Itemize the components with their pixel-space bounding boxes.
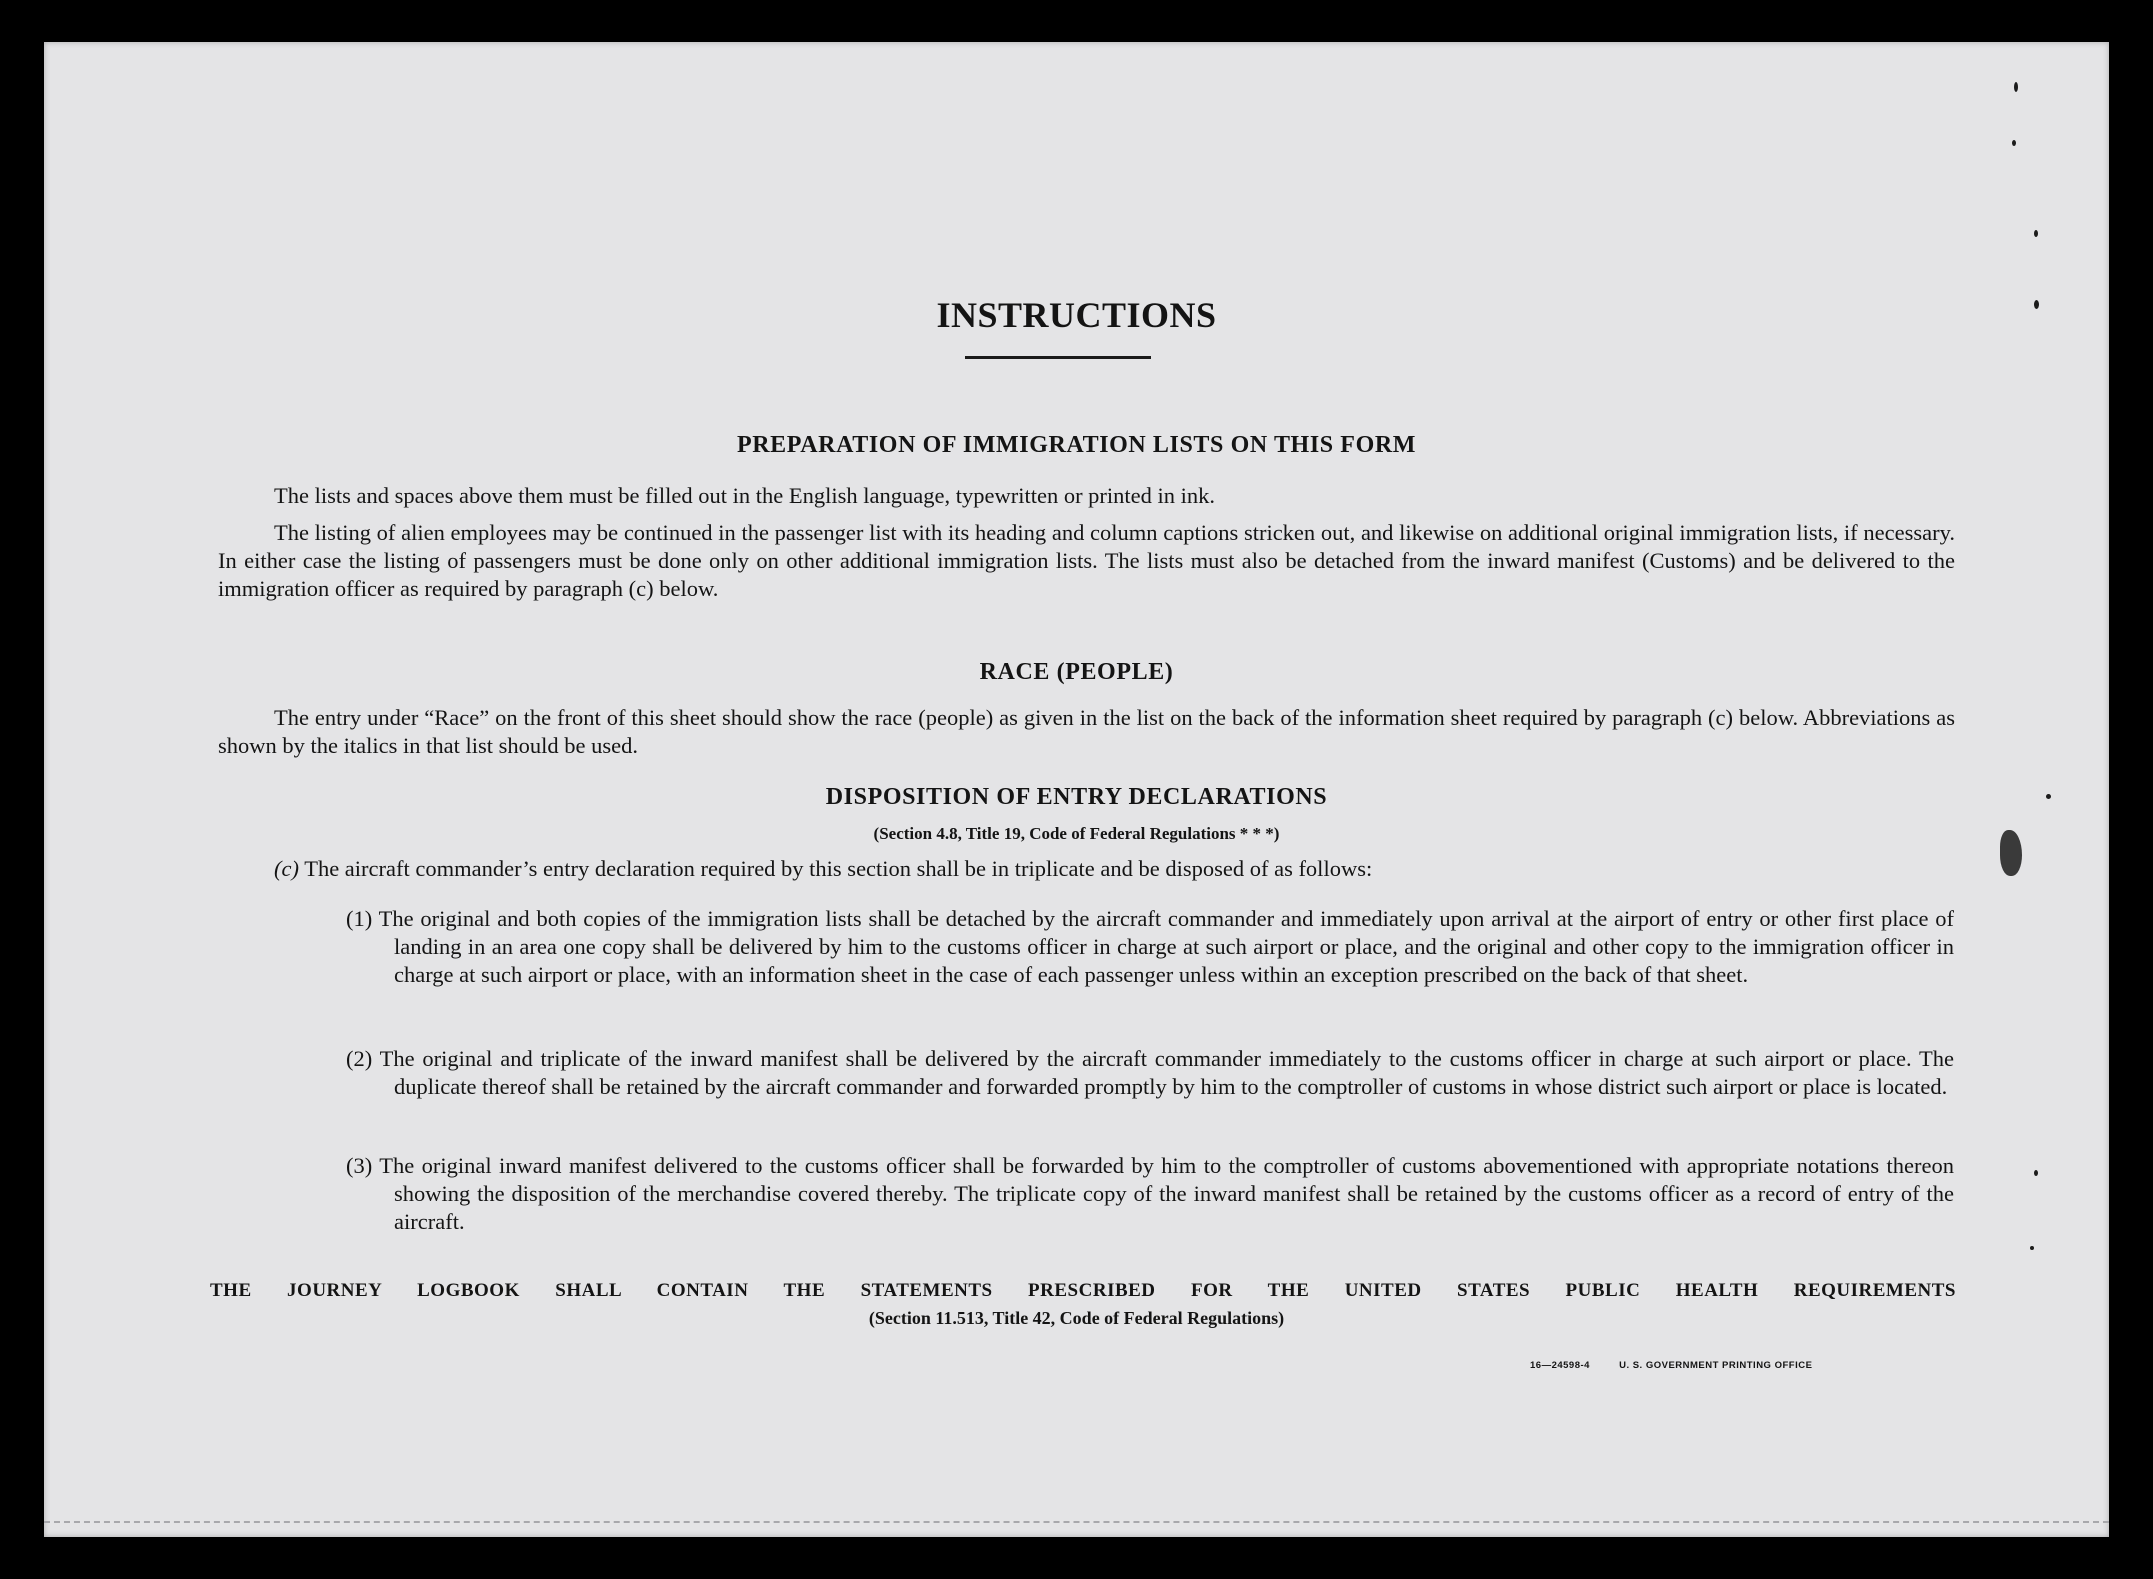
footer-statement: THE JOURNEY LOGBOOK SHALL CONTAIN THE STATEMENTS PRESCRIBED FOR THE UNITED STATES PUBLIC HEALTH REQUIREMENTS [210,1280,1956,1301]
item-marker: (2) [346,1046,373,1071]
intro-text: The aircraft commander’s entry declaration required by this section shall be in triplicate and be disposed of as follows: [304,856,1373,881]
item-text: The original and triplicate of the inward manifest shall be delivered by the aircraft commander immediately to the customs officer in charge at such airport or place. The duplicate thereof shall be retained by the aircraft commander and forwarded promptly by him to the comptroller of customs in whose district such airport or place is located. [379,1046,1955,1099]
scan-mark [2030,1246,2034,1250]
item-text: The original and both copies of the immigration lists shall be detached by the aircraft commander and immediately upon arrival at the airport of entry or other first place of landing in an area one copy shall be delivered by him to the customs officer in charge at such airport or place, and the original and other copy to the immigration officer in charge at such airport or place, with an information sheet in the case of each passenger unless within an exception prescribed on the back of that sheet. [378,906,1954,987]
disposition-item-3 [346,1152,1955,1236]
preparation-paragraph-2: The listing of alien employees may be continued in the passenger list with its heading and column captions stricken out, and likewise on additional original immigration lists, if necessary. In either case the listing of passengers must be done only on other additional immigration lists. The lists must also be detached from the inward manifest (Customs) and be delivered to the immigration officer as required by paragraph (c) below. [218,520,1955,601]
preparation-paragraph-1: The lists and spaces above them must be filled out in the English language, typewritten or printed in ink. [274,483,1216,508]
scan-mark [2034,230,2038,237]
printer-imprint [1530,1360,1812,1371]
form-number: 16—24598-4 [1530,1360,1590,1371]
printer-name: U. S. GOVERNMENT PRINTING OFFICE [1619,1360,1813,1371]
item-marker: (1) [346,906,373,931]
scan-mark [2012,140,2016,146]
disposition-item-1 [346,905,1954,989]
heading-preparation: PREPARATION OF IMMIGRATION LISTS ON THIS FORM [736,432,1417,458]
scan-mark [2046,794,2051,799]
race-paragraph: The entry under “Race” on the front of this sheet should show the race (people) as given in the list on the back of the information sheet required by paragraph (c) below. Abbreviations as shown by the italics in that list should be used. [218,705,1955,758]
footer-citation: (Section 11.513, Title 42, Code of Federal Regulations) [868,1308,1285,1328]
disposition-citation: (Section 4.8, Title 19, Code of Federal Regulations * * *) [873,824,1280,843]
scan-mark [2034,300,2039,309]
scan-mark [2014,82,2018,92]
disposition-intro [274,855,1954,883]
document-page [44,42,2109,1537]
intro-marker: (c) [274,856,299,881]
item-text: The original inward manifest delivered to the customs officer shall be forwarded by him to the comptroller of customs abovementioned with appropriate notations thereon showing the disposition of the merchandise covered thereby. The triplicate copy of the inward manifest shall be retained by the customs officer as a record of entry of the aircraft. [379,1153,1955,1234]
title-underline [965,356,1151,359]
heading-disposition: DISPOSITION OF ENTRY DECLARATIONS [825,784,1328,810]
scan-blot [2000,830,2022,876]
scan-mark [2034,1170,2038,1176]
heading-race: RACE (PEOPLE) [979,659,1174,685]
item-marker: (3) [346,1153,373,1178]
disposition-item-2 [346,1045,1955,1101]
page-title: INSTRUCTIONS [936,295,1217,335]
